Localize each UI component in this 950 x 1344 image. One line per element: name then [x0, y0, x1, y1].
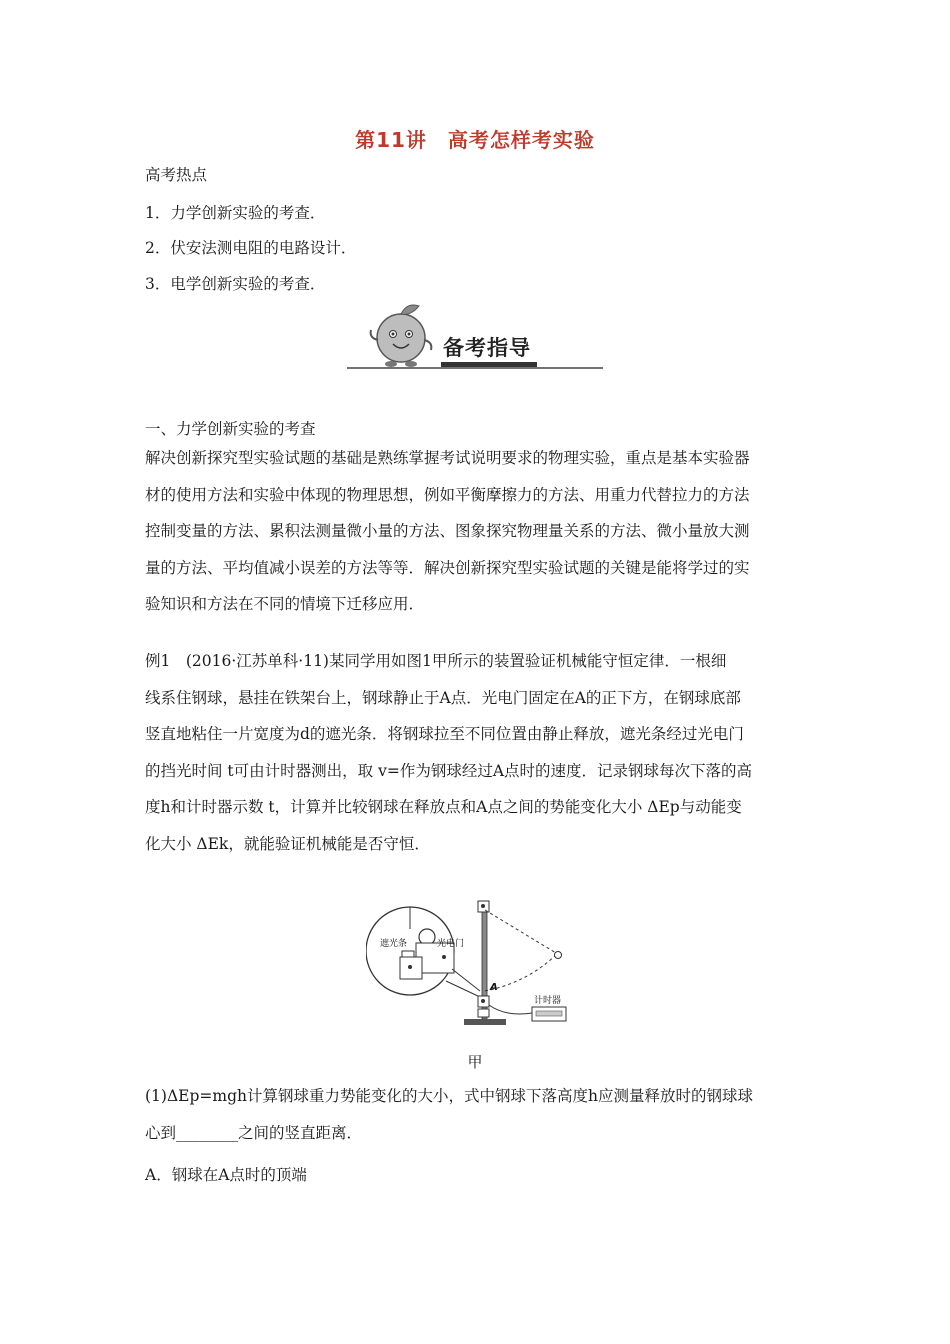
- paragraph-line: 解决创新探究型实验试题的基础是熟练掌握考试说明要求的物理实验，重点是基本实验器: [145, 449, 750, 467]
- question-line: 心到________之间的竖直距离．: [145, 1123, 363, 1142]
- hotspot-item-2: 2．伏安法测电阻的电路设计．: [145, 239, 357, 257]
- guidance-banner: [345, 298, 605, 372]
- example-line: 度h和计时器示数 t，计算并比较钢球在释放点和A点之间的势能变化大小 ΔEp与动能变: [145, 798, 742, 816]
- example-line: 化大小 ΔEk，就能验证机械能是否守恒．: [145, 834, 430, 853]
- option-a: A．钢球在A点时的顶端: [145, 1166, 307, 1184]
- hotspots-heading: 高考热点: [145, 166, 208, 184]
- figure-caption: 甲: [467, 1053, 483, 1071]
- label-photogate: 光电门: [437, 939, 465, 949]
- paragraph-line: 控制变量的方法、累积法测量微小量的方法、图象探究物理量关系的方法、微小量放大测: [145, 522, 750, 540]
- section-paragraph: [145, 440, 815, 623]
- banner-label: 备考指导: [443, 336, 531, 360]
- example-line: 例1 (2016·江苏单科·11)某同学用如图1甲所示的装置验证机械能守恒定律．一根细: [145, 652, 727, 670]
- example-line: 竖直地粘住一片宽度为d的遮光条．将钢球拉至不同位置由静止释放，遮光条经过光电门: [145, 725, 744, 743]
- example-line: 线系住钢球，悬挂在铁架台上，钢球静止于A点．光电门固定在A的正下方，在钢球底部: [145, 688, 741, 707]
- label-timer: 计时器: [534, 996, 562, 1006]
- paragraph-line: 材的使用方法和实验中体现的物理思想，例如平衡摩擦力的方法、用重力代替拉力的方法: [145, 485, 750, 504]
- example-paragraph: [145, 643, 815, 862]
- question-line: (1)ΔEp=mgh计算钢球重力势能变化的大小，式中钢球下落高度h应测量释放时的钢球球: [145, 1087, 753, 1105]
- question-1: [145, 1078, 815, 1151]
- apparatus-figure: [366, 893, 591, 1033]
- hotspot-item-3: 3．电学创新实验的考查．: [145, 275, 326, 293]
- section-heading: 一、力学创新实验的考查: [145, 420, 316, 438]
- page-title: 第11讲 高考怎样考实验: [355, 128, 595, 152]
- example-line: 的挡光时间 t可由计时器测出，取 v=作为钢球经过A点时的速度．记录钢球每次下落的高: [145, 761, 753, 780]
- hotspot-item-1: 1．力学创新实验的考查．: [145, 204, 326, 222]
- released-ball-icon: [555, 952, 562, 959]
- label-point-a: A: [490, 982, 498, 993]
- paragraph-line: 验知识和方法在不同的情境下迁移应用．: [145, 595, 425, 613]
- paragraph-line: 量的方法、平均值减小误差的方法等等．解决创新探究型实验试题的关键是能将学过的实: [145, 558, 750, 577]
- stand-base: [464, 1019, 506, 1025]
- label-shading-strip: 遮光条: [380, 939, 408, 949]
